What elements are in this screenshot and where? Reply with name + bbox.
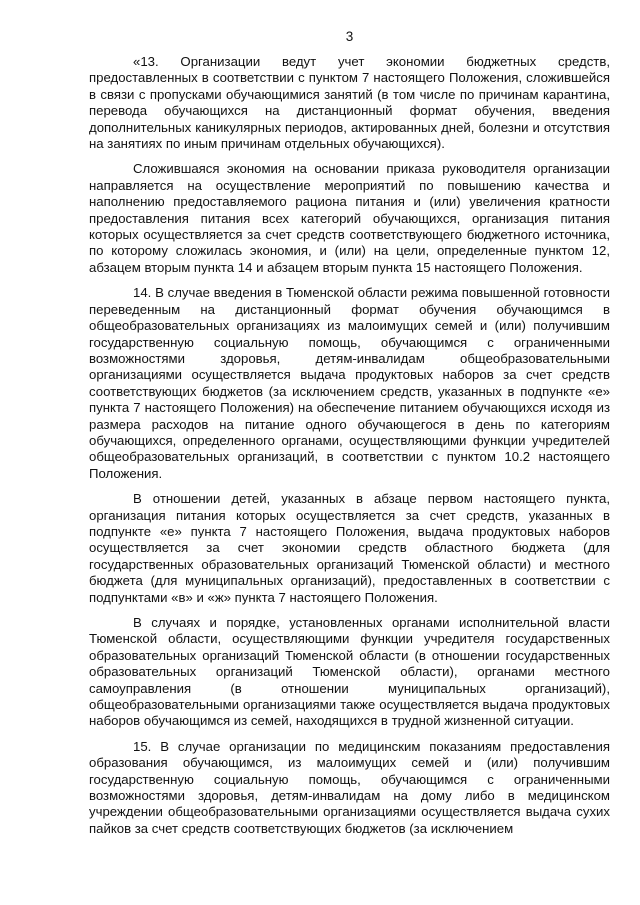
paragraph-14: 14. В случае введения в Тюменской области режима повышенной готовности переведенным на дистанционный формат обучения обучающимся в общеобразовательных организациях из малоимущих семей и (или) получившим государственную социальную помощь, обучающимся с ограниченными возможностями здоровья, детям-инвалидам общеобразовательными организациями осуществляется выдача продуктовых наборов за счет средств соответствующих бюджетов (за исключением средств, указанных в подпункте «е» пункта 7 настоящего Положения) на обеспечение питанием обучающихся исходя из размера расходов на питание одного обучающегося в день по категориям обучающихся, определенного органами, осуществляющими функции учредителей общеобразовательных организаций, в соответствии с пунктом 10.2 настоящего Положения. (89, 285, 610, 481)
paragraph-15: 15. В случае организации по медицинским показаниям предоставления образования обучающимся, из малоимущих семей и (или) получившим государственную социальную помощь, обучающимся с ограниченными возможностями здоровья, детям-инвалидам на дому либо в медицинском учреждении общеобразовательными организациями осуществляется выдача сухих пайков за счет средств соответствующих бюджетов (за исключением (89, 738, 610, 836)
paragraph-13: «13. Организации ведут учет экономии бюджетных средств, предоставленных в соответствии с пунктом 7 настоящего Положения, сложившейся в связи с пропусками обучающимися занятий (в том числе по причинам карантина, перевода обучающихся на дистанционный формат обучения, введения дополнительных каникулярных периодов, актированных дней, болезни и отсутствия на занятиях по иным причинам отдельных обучающихся). (89, 54, 610, 152)
document-body (89, 54, 610, 837)
paragraph-14-cases: В случаях и порядке, установленных органами исполнительной власти Тюменской области, осуществляющими функции учредителя государственных образовательных организаций Тюменской области (в отношении государственных образовательных организаций Тюменской области), органами местного самоуправления (в отношении муниципальных организаций), общеобразовательными организациями также осуществляется выдача продуктовых наборов обучающимся из семей, находящихся в трудной жизненной ситуации. (89, 615, 610, 729)
paragraph-13-savings: Сложившаяся экономия на основании приказа руководителя организации направляется на осуществление мероприятий по повышению качества и наполнению предоставляемого рациона питания и (или) увеличения кратности предоставления питания всех категорий обучающихся, организация питания которых осуществляется за счет средств соответствующего бюджетного источника, по которому сложилась экономия, и (или) на цели, определенные пунктом 12, абзацем вторым пункта 14 и абзацем вторым пункта 15 настоящего Положения. (89, 161, 610, 275)
page-number: 3 (345, 29, 354, 44)
paragraph-14-children: В отношении детей, указанных в абзаце первом настоящего пункта, организация питания которых осуществляется за счет средств, указанных в подпункте «е» пункта 7 настоящего Положения, выдача продуктовых наборов осуществляется за счет экономии средств областного бюджета (для государственных образовательных организаций Тюменской области) и местного бюджета (для муниципальных организаций), предоставленных в соответствии с подпунктами «в» и «ж» пункта 7 настоящего Положения. (89, 491, 610, 605)
